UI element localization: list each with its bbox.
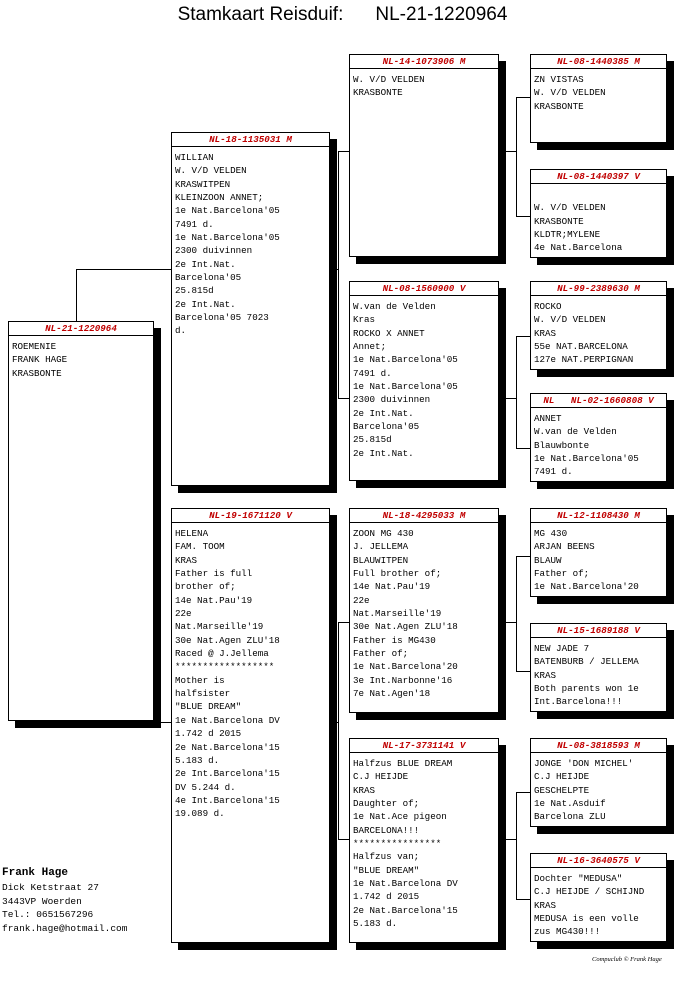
detail-line: NEW JADE 7: [534, 643, 590, 654]
detail-line: ****************: [353, 838, 442, 850]
ring-number: NL-12-1108430 M: [531, 509, 666, 523]
pigeon-card-mfm: [530, 623, 667, 712]
detail-line: 1e Nat.Barcelona'20: [353, 661, 458, 673]
connector-line: [516, 792, 530, 793]
connector-line: [516, 97, 530, 98]
detail-line: 7491 d.: [534, 466, 573, 478]
detail-line: 14e Nat.Pau'19: [353, 581, 431, 593]
pigeon-card-father: [171, 132, 330, 486]
connector-line: [516, 216, 530, 217]
pigeon-details: [534, 527, 663, 594]
detail-line: Blauwbonte: [534, 439, 590, 451]
detail-line: KRAS: [353, 784, 376, 796]
detail-line: HELENA: [175, 528, 209, 539]
pigeon-details: [175, 527, 326, 821]
detail-line: KLEINZOON ANNET;: [175, 192, 264, 204]
detail-line: brother of;: [175, 581, 236, 593]
detail-line: KRAS: [175, 554, 198, 566]
detail-line: Daughter of;: [353, 798, 420, 810]
detail-line: KRASBONTE: [12, 367, 62, 379]
detail-line: 22e: [353, 594, 370, 606]
detail-line: DV 5.244 d.: [175, 781, 236, 793]
pigeon-card-mother: [171, 508, 330, 943]
pigeon-card-paternal-grandmother: [349, 281, 499, 481]
connector-line: [516, 448, 530, 449]
ring-number: NL-08-1440385 M: [531, 55, 666, 69]
detail-line: Barcelona'05: [175, 272, 242, 284]
detail-line: Raced @ J.Jellema: [175, 648, 269, 660]
detail-line: KLDTR;MYLENE: [534, 229, 601, 241]
detail-line: 1e Nat.Barcelona'05: [175, 205, 280, 217]
detail-line: Halfzus BLUE DREAM: [353, 758, 453, 769]
detail-line: 30e Nat.Agen ZLU'18: [353, 621, 458, 633]
detail-line: 1.742 d 2015: [175, 728, 242, 740]
detail-line: 2e Int.Barcelona'15: [175, 768, 280, 780]
detail-line: 3e Int.Narbonne'16: [353, 674, 453, 686]
detail-line: 1e Nat.Barcelona'05: [534, 453, 639, 465]
ring-number: NL-08-3818593 M: [531, 739, 666, 753]
detail-line: ZN VISTAS: [534, 74, 584, 85]
detail-line: 2e Int.Nat.: [175, 258, 236, 270]
pigeon-details: [534, 188, 663, 255]
detail-line: Barcelona ZLU: [534, 811, 606, 823]
page-title: [0, 4, 685, 26]
connector-line: [338, 622, 339, 840]
detail-line: zus MG430!!!: [534, 926, 601, 938]
ring-number: NL-19-1671120 V: [172, 509, 329, 523]
detail-line: MG 430: [534, 528, 568, 539]
pigeon-card-ffm: [530, 169, 667, 258]
detail-line: W. V/D VELDEN: [534, 87, 606, 99]
pigeon-card-maternal-grandmother: [349, 738, 499, 943]
detail-line: JONGE 'DON MICHEL': [534, 758, 634, 769]
pigeon-card-mff: [530, 508, 667, 597]
detail-line: W.van de Velden: [534, 426, 617, 438]
detail-line: J. JELLEMA: [353, 541, 409, 553]
detail-line: Kras: [353, 314, 376, 326]
detail-line: 30e Nat.Agen ZLU'18: [175, 634, 280, 646]
owner-city: 3443VP Woerden: [2, 895, 82, 907]
detail-line: ROCKO X ANNET: [353, 327, 425, 339]
detail-line: W.van de Velden: [353, 301, 436, 312]
pigeon-details: [534, 757, 663, 824]
detail-line: KRASBONTE: [534, 215, 584, 227]
detail-line: Barcelona'05 7023: [175, 312, 269, 324]
connector-line: [330, 722, 338, 723]
ring-number: NL-17-3731141 V: [350, 739, 498, 753]
detail-line: 7e Nat.Agen'18: [353, 688, 431, 700]
detail-line: 7491 d.: [353, 367, 392, 379]
detail-line: KRASBONTE: [534, 100, 584, 112]
detail-line: Mother is: [175, 674, 225, 686]
detail-line: 5.183 d.: [353, 918, 398, 930]
detail-line: 127e NAT.PERPIGNAN: [534, 354, 634, 366]
detail-line: 25.815d: [175, 285, 214, 297]
detail-line: 55e NAT.BARCELONA: [534, 341, 628, 353]
connector-line: [516, 792, 517, 900]
connector-line: [516, 336, 530, 337]
owner-block: [2, 866, 127, 935]
connector-line: [338, 839, 349, 840]
pigeon-details: [175, 151, 326, 338]
detail-line: 1e Nat.Barcelona'20: [534, 581, 639, 593]
connector-line: [516, 671, 530, 672]
connector-line: [499, 622, 516, 623]
connector-line: [76, 269, 171, 270]
ring-number: NL-16-3640575 V: [531, 854, 666, 868]
detail-line: BLAUWITPEN: [353, 554, 409, 566]
detail-line: 1e Nat.Barcelona DV: [175, 714, 280, 726]
detail-line: Father is MG430: [353, 634, 436, 646]
detail-line: GESCHELPTE: [534, 784, 590, 796]
pigeon-card-fff: [530, 54, 667, 143]
detail-line: MEDUSA is een volle: [534, 913, 639, 925]
detail-line: 4e Int.Barcelona'15: [175, 794, 280, 806]
detail-line: 2e Nat.Barcelona'15: [175, 741, 280, 753]
connector-line: [516, 97, 517, 217]
detail-line: W. V/D VELDEN: [534, 202, 606, 214]
detail-line: KRAS: [534, 327, 557, 339]
connector-line: [499, 398, 516, 399]
connector-line: [338, 151, 339, 399]
connector-line: [516, 899, 530, 900]
pigeon-details: [534, 73, 663, 113]
detail-line: ARJAN BEENS: [534, 541, 595, 553]
connector-line: [330, 269, 338, 270]
pigeon-card-fmf: [530, 281, 667, 370]
connector-line: [516, 336, 517, 449]
title-label: Stamkaart Reisduif:: [177, 4, 344, 25]
pigeon-details: [534, 872, 663, 939]
detail-line: "BLUE DREAM": [353, 864, 420, 876]
detail-line: "BLUE DREAM": [175, 701, 242, 713]
detail-line: FAM. TOOM: [175, 541, 225, 553]
footer-credit: Compuclub © Frank Hage: [592, 956, 662, 963]
owner-phone: Tel.: 0651567296: [2, 909, 94, 920]
ring-number: NL-15-1689188 V: [531, 624, 666, 638]
ring-number: NL-99-2389630 M: [531, 282, 666, 296]
detail-line: 1e Nat.Barcelona DV: [353, 878, 458, 890]
connector-line: [516, 556, 517, 672]
detail-line: Halfzus van;: [353, 851, 420, 863]
detail-line: ROEMENIE: [12, 341, 57, 352]
detail-line: ROCKO: [534, 301, 562, 312]
detail-line: 25.815d: [353, 434, 392, 446]
connector-line: [338, 398, 349, 399]
pigeon-details: [12, 340, 150, 380]
detail-line: ******************: [175, 661, 275, 673]
connector-line: [516, 556, 530, 557]
detail-line: BATENBURB / JELLEMA: [534, 656, 639, 668]
detail-line: 1e Nat.Barcelona'05: [353, 381, 458, 393]
detail-line: BARCELONA!!!: [353, 824, 420, 836]
connector-line: [76, 722, 171, 723]
pigeon-details: [534, 642, 663, 709]
detail-line: 22e: [175, 608, 192, 620]
detail-line: C.J HEIJDE / SCHIJND: [534, 886, 645, 898]
detail-line: ZOON MG 430: [353, 528, 414, 539]
connector-line: [338, 622, 349, 623]
detail-line: 14e Nat.Pau'19: [175, 594, 253, 606]
pigeon-details: [353, 527, 495, 700]
pigeon-card-mmf: [530, 738, 667, 827]
detail-line: KRASWITPEN: [175, 178, 231, 190]
detail-line: 1e Nat.Asduif: [534, 798, 606, 810]
detail-line: 1e Nat.Barcelona'05: [353, 354, 458, 366]
detail-line: 7491 d.: [175, 218, 214, 230]
pigeon-details: [353, 300, 495, 460]
ring-number: NL-21-1220964: [9, 322, 153, 336]
pigeon-details: [534, 412, 663, 479]
connector-line: [499, 839, 516, 840]
detail-line: halfsister: [175, 688, 231, 700]
pigeon-details: [534, 300, 663, 367]
pigeon-card-fmm: [530, 393, 667, 482]
detail-line: 1e Nat.Ace pigeon: [353, 811, 447, 823]
detail-line: Father is full: [175, 568, 253, 580]
detail-line: Dochter "MEDUSA": [534, 873, 623, 884]
detail-line: Int.Barcelona!!!: [534, 696, 623, 708]
detail-line: FRANK HAGE: [12, 354, 68, 366]
detail-line: BLAUW: [534, 554, 562, 566]
detail-line: Both parents won 1e: [534, 683, 639, 695]
title-ring: NL-21-1220964: [375, 4, 508, 25]
detail-line: KRAS: [534, 899, 557, 911]
connector-line: [76, 269, 77, 321]
pigeon-card-maternal-grandfather: [349, 508, 499, 713]
detail-line: ANNET: [534, 413, 562, 424]
pigeon-details: [353, 73, 495, 100]
pigeon-card-subject: [8, 321, 154, 721]
pigeon-details: [353, 757, 495, 930]
ring-number: NL NL-02-1660808 V: [531, 394, 666, 408]
detail-line: 1e Nat.Barcelona'05: [175, 232, 280, 244]
detail-line: C.J HEIJDE: [534, 771, 590, 783]
ring-number: NL-08-1440397 V: [531, 170, 666, 184]
detail-line: W. V/D VELDEN: [353, 74, 425, 85]
connector-line: [338, 151, 349, 152]
detail-line: Nat.Marseille'19: [353, 608, 442, 620]
detail-line: Nat.Marseille'19: [175, 621, 264, 633]
detail-line: 5.183 d.: [175, 754, 220, 766]
ring-number: NL-08-1560900 V: [350, 282, 498, 296]
ring-number: NL-18-4295033 M: [350, 509, 498, 523]
detail-line: Father of;: [534, 568, 590, 580]
detail-line: WILLIAN: [175, 152, 214, 163]
detail-line: 2e Nat.Barcelona'15: [353, 904, 458, 916]
detail-line: [534, 188, 663, 201]
pigeon-card-mmm: [530, 853, 667, 942]
ring-number: NL-18-1135031 M: [172, 133, 329, 147]
detail-line: 1.742 d 2015: [353, 891, 420, 903]
connector-line: [499, 151, 516, 152]
detail-line: 2300 duivinnen: [175, 245, 253, 257]
ring-number: NL-14-1073906 M: [350, 55, 498, 69]
detail-line: 2e Int.Nat.: [353, 407, 414, 419]
detail-line: d.: [175, 325, 187, 337]
pigeon-card-paternal-grandfather: [349, 54, 499, 257]
detail-line: 2e Int.Nat.: [353, 447, 414, 459]
detail-line: KRASBONTE: [353, 87, 403, 99]
detail-line: Annet;: [353, 341, 387, 353]
detail-line: W. V/D VELDEN: [534, 314, 606, 326]
detail-line: C.J HEIJDE: [353, 771, 409, 783]
detail-line: 2300 duivinnen: [353, 394, 431, 406]
owner-name: Frank Hage: [2, 867, 69, 879]
owner-email: frank.hage@hotmail.com: [2, 922, 128, 934]
owner-street: Dick Ketstraat 27: [2, 882, 99, 893]
detail-line: W. V/D VELDEN: [175, 165, 247, 177]
detail-line: 19.089 d.: [175, 808, 225, 820]
detail-line: 2e Int.Nat.: [175, 298, 236, 310]
detail-line: 4e Nat.Barcelona: [534, 242, 623, 254]
detail-line: Barcelona'05: [353, 421, 420, 433]
detail-line: KRAS: [534, 669, 557, 681]
detail-line: Full brother of;: [353, 568, 442, 580]
detail-line: Father of;: [353, 648, 409, 660]
